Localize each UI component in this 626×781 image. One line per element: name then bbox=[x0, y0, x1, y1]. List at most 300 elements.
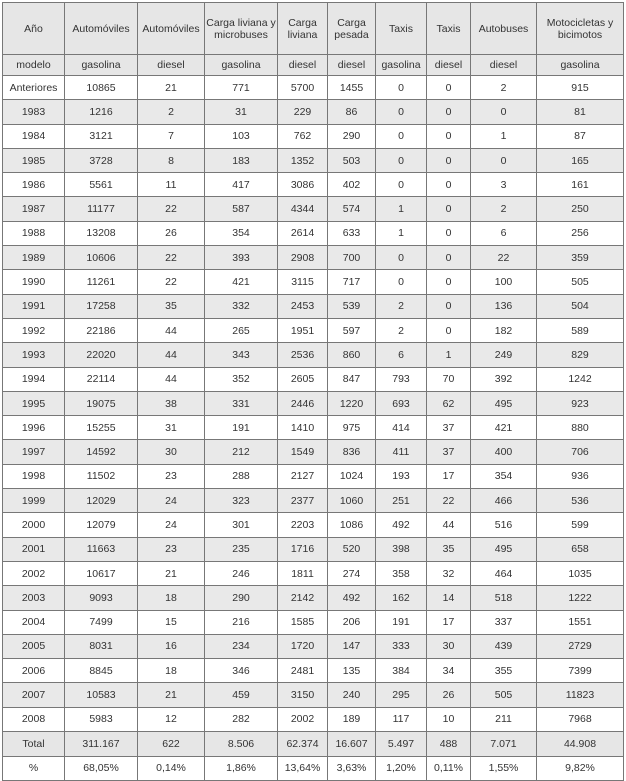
table-cell: 81 bbox=[537, 100, 624, 124]
table-row bbox=[3, 246, 624, 270]
table-cell: 633 bbox=[328, 221, 376, 245]
year-cell: 1993 bbox=[3, 343, 65, 367]
percent-cell: 1,55% bbox=[471, 756, 537, 781]
column-subheader: diesel bbox=[138, 55, 205, 76]
table-cell: 290 bbox=[328, 124, 376, 148]
table-cell: 37 bbox=[427, 440, 471, 464]
column-header: Automóviles bbox=[138, 3, 205, 55]
table-cell: 518 bbox=[471, 586, 537, 610]
table-cell: 7 bbox=[138, 124, 205, 148]
table-row bbox=[3, 464, 624, 488]
table-cell: 1024 bbox=[328, 464, 376, 488]
total-cell: 8.506 bbox=[205, 732, 278, 757]
table-cell: 2 bbox=[138, 100, 205, 124]
table-cell: 11663 bbox=[65, 537, 138, 561]
table-cell: 1716 bbox=[278, 537, 328, 561]
table-cell: 240 bbox=[328, 683, 376, 707]
table-cell: 2453 bbox=[278, 294, 328, 318]
table-cell: 0 bbox=[427, 100, 471, 124]
table-row bbox=[3, 561, 624, 585]
table-cell: 332 bbox=[205, 294, 278, 318]
table-cell: 516 bbox=[471, 513, 537, 537]
table-row bbox=[3, 294, 624, 318]
table-cell: 117 bbox=[376, 707, 427, 731]
table-cell: 1551 bbox=[537, 610, 624, 634]
table-cell: 103 bbox=[205, 124, 278, 148]
table-cell: 8 bbox=[138, 148, 205, 172]
table-cell: 7399 bbox=[537, 659, 624, 683]
table-cell: 193 bbox=[376, 464, 427, 488]
table-cell: 2 bbox=[376, 318, 427, 342]
total-cell: 5.497 bbox=[376, 732, 427, 757]
table-cell: 212 bbox=[205, 440, 278, 464]
table-cell: 1060 bbox=[328, 489, 376, 513]
table-cell: 880 bbox=[537, 416, 624, 440]
total-cell: 7.071 bbox=[471, 732, 537, 757]
year-cell: 2000 bbox=[3, 513, 65, 537]
table-cell: 0 bbox=[471, 100, 537, 124]
table-cell: 0 bbox=[427, 318, 471, 342]
table-cell: 12 bbox=[138, 707, 205, 731]
table-cell: 346 bbox=[205, 659, 278, 683]
table-cell: 1216 bbox=[65, 100, 138, 124]
table-cell: 464 bbox=[471, 561, 537, 585]
table-cell: 536 bbox=[537, 489, 624, 513]
table-cell: 12029 bbox=[65, 489, 138, 513]
table-cell: 161 bbox=[537, 173, 624, 197]
table-cell: 421 bbox=[471, 416, 537, 440]
table-row bbox=[3, 489, 624, 513]
table-cell: 44 bbox=[138, 343, 205, 367]
table-cell: 0 bbox=[471, 148, 537, 172]
table-cell: 17 bbox=[427, 610, 471, 634]
table-cell: 495 bbox=[471, 537, 537, 561]
table-cell: 189 bbox=[328, 707, 376, 731]
table-cell: 183 bbox=[205, 148, 278, 172]
table-cell: 22020 bbox=[65, 343, 138, 367]
year-cell: 1983 bbox=[3, 100, 65, 124]
year-cell: 1998 bbox=[3, 464, 65, 488]
vehicle-fleet-table-container bbox=[2, 2, 624, 781]
table-cell: 1410 bbox=[278, 416, 328, 440]
year-cell: 1995 bbox=[3, 391, 65, 415]
table-cell: 70 bbox=[427, 367, 471, 391]
table-cell: 8845 bbox=[65, 659, 138, 683]
table-row bbox=[3, 100, 624, 124]
table-cell: 2614 bbox=[278, 221, 328, 245]
table-cell: 235 bbox=[205, 537, 278, 561]
table-cell: 10606 bbox=[65, 246, 138, 270]
subheader-row bbox=[3, 55, 624, 76]
table-cell: 2127 bbox=[278, 464, 328, 488]
table-cell: 9093 bbox=[65, 586, 138, 610]
table-cell: 11177 bbox=[65, 197, 138, 221]
table-cell: 23 bbox=[138, 537, 205, 561]
table-cell: 1086 bbox=[328, 513, 376, 537]
table-cell: 8031 bbox=[65, 634, 138, 658]
table-cell: 459 bbox=[205, 683, 278, 707]
table-cell: 505 bbox=[537, 270, 624, 294]
table-row bbox=[3, 173, 624, 197]
table-row bbox=[3, 391, 624, 415]
table-cell: 0 bbox=[376, 100, 427, 124]
table-cell: 700 bbox=[328, 246, 376, 270]
table-cell: 2377 bbox=[278, 489, 328, 513]
table-cell: 14 bbox=[427, 586, 471, 610]
column-header: Motocicletas y bicimotos bbox=[537, 3, 624, 55]
percent-cell: 68,05% bbox=[65, 756, 138, 781]
table-cell: 0 bbox=[376, 173, 427, 197]
year-cell: 1992 bbox=[3, 318, 65, 342]
table-cell: 1720 bbox=[278, 634, 328, 658]
table-cell: 0 bbox=[376, 124, 427, 148]
table-cell: 355 bbox=[471, 659, 537, 683]
table-cell: 0 bbox=[427, 246, 471, 270]
table-cell: 15 bbox=[138, 610, 205, 634]
year-cell: 2005 bbox=[3, 634, 65, 658]
table-cell: 44 bbox=[138, 367, 205, 391]
table-cell: 762 bbox=[278, 124, 328, 148]
table-cell: 936 bbox=[537, 464, 624, 488]
table-row bbox=[3, 221, 624, 245]
table-cell: 35 bbox=[138, 294, 205, 318]
year-cell: 1989 bbox=[3, 246, 65, 270]
percent-row bbox=[3, 756, 624, 781]
year-cell: 2004 bbox=[3, 610, 65, 634]
table-cell: 358 bbox=[376, 561, 427, 585]
table-row bbox=[3, 610, 624, 634]
table-cell: 30 bbox=[138, 440, 205, 464]
table-row bbox=[3, 416, 624, 440]
percent-cell: 9,82% bbox=[537, 756, 624, 781]
table-cell: 44 bbox=[427, 513, 471, 537]
table-cell: 4344 bbox=[278, 197, 328, 221]
table-cell: 24 bbox=[138, 513, 205, 537]
year-cell: 1984 bbox=[3, 124, 65, 148]
table-cell: 1 bbox=[376, 197, 427, 221]
table-cell: 10583 bbox=[65, 683, 138, 707]
table-cell: 21 bbox=[138, 683, 205, 707]
table-cell: 22114 bbox=[65, 367, 138, 391]
table-cell: 31 bbox=[138, 416, 205, 440]
table-cell: 147 bbox=[328, 634, 376, 658]
table-cell: 0 bbox=[427, 221, 471, 245]
table-cell: 2142 bbox=[278, 586, 328, 610]
total-cell: 16.607 bbox=[328, 732, 376, 757]
table-cell: 503 bbox=[328, 148, 376, 172]
table-row bbox=[3, 707, 624, 731]
table-cell: 10 bbox=[427, 707, 471, 731]
year-cell: 2007 bbox=[3, 683, 65, 707]
percent-cell: 3,63% bbox=[328, 756, 376, 781]
table-cell: 923 bbox=[537, 391, 624, 415]
table-cell: 295 bbox=[376, 683, 427, 707]
table-cell: 162 bbox=[376, 586, 427, 610]
table-cell: 1951 bbox=[278, 318, 328, 342]
table-row bbox=[3, 148, 624, 172]
table-row bbox=[3, 270, 624, 294]
table-cell: 22 bbox=[138, 246, 205, 270]
table-cell: 3150 bbox=[278, 683, 328, 707]
table-cell: 32 bbox=[427, 561, 471, 585]
table-cell: 1 bbox=[427, 343, 471, 367]
table-cell: 301 bbox=[205, 513, 278, 537]
table-cell: 11823 bbox=[537, 683, 624, 707]
table-cell: 249 bbox=[471, 343, 537, 367]
table-row bbox=[3, 343, 624, 367]
table-cell: 234 bbox=[205, 634, 278, 658]
column-header: Autobuses bbox=[471, 3, 537, 55]
table-row bbox=[3, 124, 624, 148]
year-cell: 1988 bbox=[3, 221, 65, 245]
table-cell: 30 bbox=[427, 634, 471, 658]
table-cell: 847 bbox=[328, 367, 376, 391]
table-cell: 2729 bbox=[537, 634, 624, 658]
table-cell: 1455 bbox=[328, 76, 376, 100]
table-cell: 34 bbox=[427, 659, 471, 683]
table-row bbox=[3, 513, 624, 537]
table-cell: 2002 bbox=[278, 707, 328, 731]
table-cell: 597 bbox=[328, 318, 376, 342]
table-row bbox=[3, 537, 624, 561]
year-cell: 2002 bbox=[3, 561, 65, 585]
table-cell: 466 bbox=[471, 489, 537, 513]
table-cell: 251 bbox=[376, 489, 427, 513]
table-row bbox=[3, 440, 624, 464]
table-cell: 11261 bbox=[65, 270, 138, 294]
table-cell: 2481 bbox=[278, 659, 328, 683]
table-cell: 26 bbox=[427, 683, 471, 707]
table-cell: 100 bbox=[471, 270, 537, 294]
table-cell: 2605 bbox=[278, 367, 328, 391]
table-cell: 2536 bbox=[278, 343, 328, 367]
total-label: Total bbox=[3, 732, 65, 757]
total-cell: 311.167 bbox=[65, 732, 138, 757]
table-cell: 0 bbox=[427, 76, 471, 100]
year-cell: 1986 bbox=[3, 173, 65, 197]
percent-cell: 13,64% bbox=[278, 756, 328, 781]
table-row bbox=[3, 683, 624, 707]
table-cell: 3 bbox=[471, 173, 537, 197]
header-row bbox=[3, 3, 624, 55]
table-cell: 18 bbox=[138, 586, 205, 610]
table-cell: 182 bbox=[471, 318, 537, 342]
table-cell: 17258 bbox=[65, 294, 138, 318]
year-cell: 2008 bbox=[3, 707, 65, 731]
table-cell: 21 bbox=[138, 561, 205, 585]
table-cell: 265 bbox=[205, 318, 278, 342]
table-cell: 354 bbox=[205, 221, 278, 245]
year-cell: 1990 bbox=[3, 270, 65, 294]
percent-cell: 1,20% bbox=[376, 756, 427, 781]
year-cell: 1999 bbox=[3, 489, 65, 513]
table-cell: 0 bbox=[376, 148, 427, 172]
table-cell: 18 bbox=[138, 659, 205, 683]
table-cell: 359 bbox=[537, 246, 624, 270]
column-subheader: diesel bbox=[427, 55, 471, 76]
total-cell: 488 bbox=[427, 732, 471, 757]
table-cell: 658 bbox=[537, 537, 624, 561]
table-cell: 0 bbox=[427, 148, 471, 172]
table-cell: 495 bbox=[471, 391, 537, 415]
table-cell: 22186 bbox=[65, 318, 138, 342]
year-cell: 1994 bbox=[3, 367, 65, 391]
table-cell: 829 bbox=[537, 343, 624, 367]
table-cell: 206 bbox=[328, 610, 376, 634]
table-cell: 13208 bbox=[65, 221, 138, 245]
column-header: Carga liviana y microbuses bbox=[205, 3, 278, 55]
table-cell: 414 bbox=[376, 416, 427, 440]
column-subheader: gasolina bbox=[376, 55, 427, 76]
table-cell: 274 bbox=[328, 561, 376, 585]
table-cell: 22 bbox=[138, 197, 205, 221]
table-cell: 0 bbox=[427, 270, 471, 294]
table-row bbox=[3, 586, 624, 610]
table-cell: 2908 bbox=[278, 246, 328, 270]
table-cell: 343 bbox=[205, 343, 278, 367]
table-row bbox=[3, 318, 624, 342]
table-cell: 323 bbox=[205, 489, 278, 513]
table-cell: 44 bbox=[138, 318, 205, 342]
percent-cell: 0,11% bbox=[427, 756, 471, 781]
column-header: Año bbox=[3, 3, 65, 55]
table-cell: 0 bbox=[427, 124, 471, 148]
table-cell: 38 bbox=[138, 391, 205, 415]
year-cell: 2003 bbox=[3, 586, 65, 610]
table-cell: 31 bbox=[205, 100, 278, 124]
table-cell: 706 bbox=[537, 440, 624, 464]
year-cell: 2006 bbox=[3, 659, 65, 683]
table-cell: 1035 bbox=[537, 561, 624, 585]
year-cell: 1997 bbox=[3, 440, 65, 464]
table-cell: 5983 bbox=[65, 707, 138, 731]
year-cell: Anteriores bbox=[3, 76, 65, 100]
table-cell: 421 bbox=[205, 270, 278, 294]
table-cell: 191 bbox=[205, 416, 278, 440]
table-cell: 417 bbox=[205, 173, 278, 197]
table-cell: 22 bbox=[471, 246, 537, 270]
column-subheader: gasolina bbox=[537, 55, 624, 76]
table-row bbox=[3, 197, 624, 221]
table-cell: 539 bbox=[328, 294, 376, 318]
percent-label: % bbox=[3, 756, 65, 781]
year-cell: 1991 bbox=[3, 294, 65, 318]
table-cell: 402 bbox=[328, 173, 376, 197]
table-cell: 35 bbox=[427, 537, 471, 561]
table-cell: 393 bbox=[205, 246, 278, 270]
table-cell: 21 bbox=[138, 76, 205, 100]
year-cell: 1987 bbox=[3, 197, 65, 221]
table-cell: 14592 bbox=[65, 440, 138, 464]
table-cell: 587 bbox=[205, 197, 278, 221]
table-cell: 599 bbox=[537, 513, 624, 537]
table-cell: 975 bbox=[328, 416, 376, 440]
table-cell: 211 bbox=[471, 707, 537, 731]
table-cell: 354 bbox=[471, 464, 537, 488]
table-cell: 2446 bbox=[278, 391, 328, 415]
table-cell: 1242 bbox=[537, 367, 624, 391]
column-header: Taxis bbox=[376, 3, 427, 55]
table-cell: 1352 bbox=[278, 148, 328, 172]
table-cell: 24 bbox=[138, 489, 205, 513]
table-cell: 290 bbox=[205, 586, 278, 610]
table-cell: 1 bbox=[376, 221, 427, 245]
table-cell: 1220 bbox=[328, 391, 376, 415]
column-subheader: gasolina bbox=[65, 55, 138, 76]
table-cell: 37 bbox=[427, 416, 471, 440]
table-cell: 282 bbox=[205, 707, 278, 731]
column-subheader: diesel bbox=[278, 55, 328, 76]
table-cell: 717 bbox=[328, 270, 376, 294]
table-cell: 2 bbox=[471, 76, 537, 100]
percent-cell: 0,14% bbox=[138, 756, 205, 781]
table-cell: 400 bbox=[471, 440, 537, 464]
table-cell: 836 bbox=[328, 440, 376, 464]
table-cell: 135 bbox=[328, 659, 376, 683]
table-cell: 7499 bbox=[65, 610, 138, 634]
table-cell: 16 bbox=[138, 634, 205, 658]
table-row bbox=[3, 76, 624, 100]
table-cell: 337 bbox=[471, 610, 537, 634]
table-cell: 352 bbox=[205, 367, 278, 391]
table-cell: 771 bbox=[205, 76, 278, 100]
table-cell: 86 bbox=[328, 100, 376, 124]
total-cell: 44.908 bbox=[537, 732, 624, 757]
table-cell: 250 bbox=[537, 197, 624, 221]
table-cell: 3115 bbox=[278, 270, 328, 294]
table-cell: 256 bbox=[537, 221, 624, 245]
table-cell: 492 bbox=[328, 586, 376, 610]
table-cell: 22 bbox=[138, 270, 205, 294]
column-subheader: gasolina bbox=[205, 55, 278, 76]
table-cell: 411 bbox=[376, 440, 427, 464]
table-cell: 10865 bbox=[65, 76, 138, 100]
table-cell: 439 bbox=[471, 634, 537, 658]
table-cell: 191 bbox=[376, 610, 427, 634]
column-header: Automóviles bbox=[65, 3, 138, 55]
table-cell: 915 bbox=[537, 76, 624, 100]
table-cell: 0 bbox=[427, 294, 471, 318]
table-cell: 333 bbox=[376, 634, 427, 658]
table-row bbox=[3, 634, 624, 658]
year-cell: 1985 bbox=[3, 148, 65, 172]
table-row bbox=[3, 367, 624, 391]
table-cell: 12079 bbox=[65, 513, 138, 537]
column-header: Taxis bbox=[427, 3, 471, 55]
table-cell: 3728 bbox=[65, 148, 138, 172]
table-cell: 0 bbox=[376, 246, 427, 270]
table-cell: 392 bbox=[471, 367, 537, 391]
table-cell: 504 bbox=[537, 294, 624, 318]
table-cell: 693 bbox=[376, 391, 427, 415]
table-cell: 0 bbox=[427, 197, 471, 221]
table-cell: 22 bbox=[427, 489, 471, 513]
table-cell: 7968 bbox=[537, 707, 624, 731]
table-cell: 589 bbox=[537, 318, 624, 342]
table-cell: 229 bbox=[278, 100, 328, 124]
table-row bbox=[3, 659, 624, 683]
table-cell: 505 bbox=[471, 683, 537, 707]
table-cell: 1585 bbox=[278, 610, 328, 634]
table-cell: 0 bbox=[427, 173, 471, 197]
table-cell: 5561 bbox=[65, 173, 138, 197]
table-cell: 15255 bbox=[65, 416, 138, 440]
total-row bbox=[3, 732, 624, 757]
table-cell: 26 bbox=[138, 221, 205, 245]
year-cell: 1996 bbox=[3, 416, 65, 440]
table-cell: 165 bbox=[537, 148, 624, 172]
table-cell: 3086 bbox=[278, 173, 328, 197]
